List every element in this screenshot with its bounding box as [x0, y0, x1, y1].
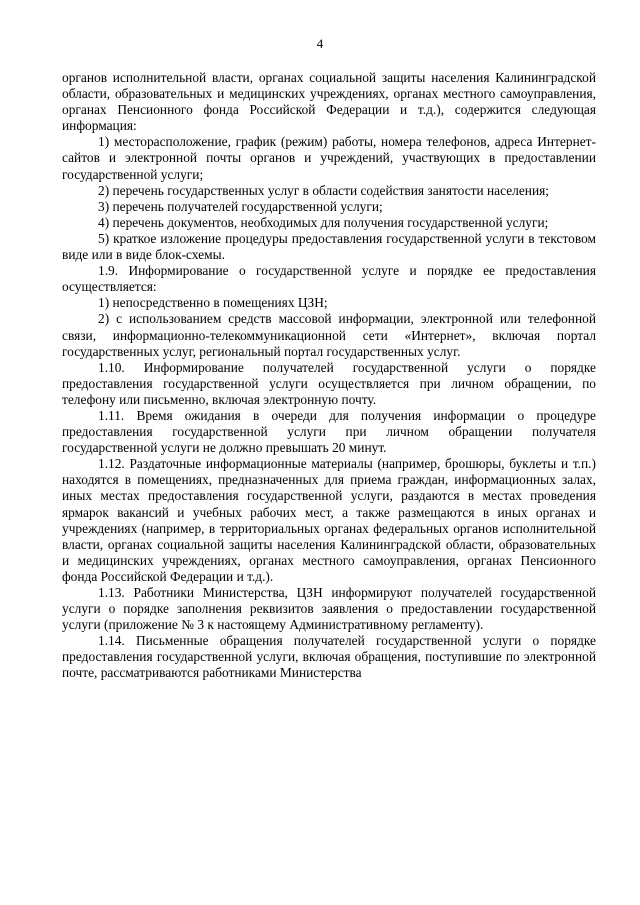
clause-1-9: 1.9. Информирование о государственной услуге и порядке ее предоставления осуществляется: — [62, 263, 596, 295]
body-text — [62, 70, 596, 682]
list-item-1-location: 1) месторасположение, график (режим) работы, номера телефонов, адреса Интернет-сайтов и электронной почты органов и учреждений, участвующих в предоставлении государственной услуги; — [62, 134, 596, 182]
clause-1-9-item-2: 2) с использованием средств массовой информации, электронной или телефонной связи, информационно-телекоммуникационной сети «Интернет», включая портал государственных услуг, региональный портал государственных услуг. — [62, 311, 596, 359]
paragraph-intro-continuation: органов исполнительной власти, органах социальной защиты населения Калининградской области, образовательных и медицинских учреждениях, органах местного самоуправления, органах Пенсионного фонда Российской Федерации и т.д.), содержится следующая информация: — [62, 70, 596, 134]
clause-1-9-item-1: 1) непосредственно в помещениях ЦЗН; — [98, 295, 328, 311]
clause-1-13: 1.13. Работники Министерства, ЦЗН информируют получателей государственной услуги о порядке заполнения реквизитов заявления о предоставлении государственной услуги (приложение № 3 к настоящему Административному регламенту). — [62, 585, 596, 633]
list-item-2-services: 2) перечень государственных услуг в области содействия занятости населения; — [98, 182, 549, 198]
clause-1-12: 1.12. Раздаточные информационные материалы (например, брошюры, буклеты и т.п.) находятся в помещениях, предназначенных для приема граждан, информационных залах, иных местах предоставления государственной услуги, раздаются в местах проведения ярмарок вакансий и учебных рабочих мест, а также размещаются в иных органах и учреждениях (например, в территориальных органах федеральных органов исполнительной власти, органах социальной защиты населения Калининградской области, образовательных и медицинских учреждениях, органах местного самоуправления, органах Пенсионного фонда Российской Федерации и т.д.). — [62, 456, 596, 584]
list-item-5-procedure: 5) краткое изложение процедуры предоставления государственной услуги в текстовом виде или в виде блок-схемы. — [62, 230, 596, 263]
list-item-4-documents: 4) перечень документов, необходимых для получения государственной услуги; — [98, 214, 549, 230]
clause-1-11: 1.11. Время ожидания в очереди для получения информации о процедуре предоставления государственной услуги при личном обращении получателя государственной услуги не должно превышать 20 минут. — [62, 407, 596, 456]
clause-1-10: 1.10. Информирование получателей государственной услуги о порядке предоставления государственной услуги осуществляется при личном обращении, по телефону или письменно, включая электронную почту. — [62, 359, 596, 407]
list-item-3-recipients: 3) перечень получателей государственной услуги; — [98, 198, 383, 214]
clause-1-14: 1.14. Письменные обращения получателей государственной услуги о порядке предоставления государственной услуги, включая обращения, поступившие по электронной почте, рассматриваются работниками Министерства — [62, 633, 596, 681]
page-number: 4 — [316, 36, 324, 51]
